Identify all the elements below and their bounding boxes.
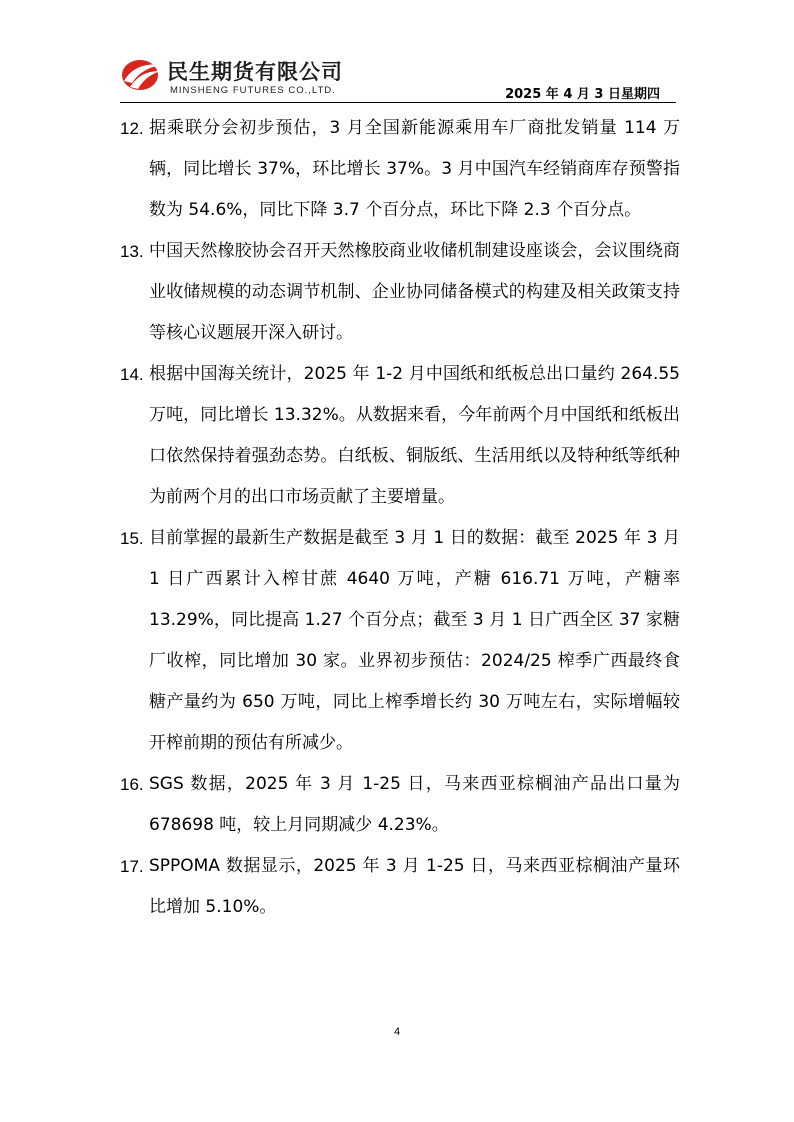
page-number: 4 xyxy=(393,1026,401,1038)
item-text: SPPOMA 数据显示，2025 年 3 月 1-25 日，马来西亚棕榈油产量环比增加 5.10%。 xyxy=(149,856,680,917)
news-item-16 xyxy=(120,764,680,846)
news-item-15 xyxy=(120,518,680,764)
minsheng-logo-icon xyxy=(120,57,164,93)
item-number: 15. xyxy=(120,529,144,548)
item-number: 14. xyxy=(120,365,144,384)
item-text: 据乘联分会初步预估，3 月全国新能源乘用车厂商批发销量 114 万辆，同比增长 37%，环比增长 37%。3 月中国汽车经销商库存预警指数为 54.6%，同比下降 3.7 个百分点，环比下降 2.3 个百分点。 xyxy=(149,118,680,220)
report-date: 2025 年 4 月 3 日星期四 xyxy=(505,87,660,102)
item-text: SGS 数据，2025 年 3 月 1-25 日，马来西亚棕榈油产品出口量为 678698 吨，较上月同期减少 4.23%。 xyxy=(149,774,680,835)
news-item-13 xyxy=(120,231,680,354)
item-text: 目前掌握的最新生产数据是截至 3 月 1 日的数据：截至 2025 年 3 月 1 日广西累计入榨甘蔗 4640 万吨，产糖 616.71 万吨，产糖率 13.29%，同比提高 1.27 个百分点；截至 3 月 1 日广西全区 37 家糖厂收榨，同比增加 30 家。业界初步预估：2024/25 榨季广西最终食糖产量约为 650 万吨，同比上榨季增长约 30 万吨左右，实际增幅较开榨前期的预估有所减少。 xyxy=(149,528,680,753)
logo-english-name: MINSHENG FUTURES CO.,LTD. xyxy=(170,85,336,96)
header-divider xyxy=(120,102,676,103)
item-number: 13. xyxy=(120,242,144,261)
item-number: 16. xyxy=(120,775,144,794)
item-text: 根据中国海关统计，2025 年 1-2 月中国纸和纸板总出口量约 264.55 万吨，同比增长 13.32%。从数据来看，今年前两个月中国纸和纸板出口依然保持着强劲态势。白纸板、铜版纸、生活用纸以及特种纸等纸种为前两个月的出口市场贡献了主要增量。 xyxy=(149,364,680,507)
item-number: 12. xyxy=(120,119,144,138)
news-item-12 xyxy=(120,108,680,231)
item-text: 中国天然橡胶协会召开天然橡胶商业收储机制建设座谈会，会议围绕商业收储规模的动态调节机制、企业协同储备模式的构建及相关政策支持等核心议题展开深入研讨。 xyxy=(149,241,680,343)
item-number: 17. xyxy=(120,857,144,876)
page-header xyxy=(120,55,676,103)
company-logo xyxy=(120,55,370,99)
news-list xyxy=(120,108,680,928)
logo-chinese-name: 民生期货有限公司 xyxy=(167,60,343,84)
news-item-17 xyxy=(120,846,680,928)
news-item-14 xyxy=(120,354,680,518)
